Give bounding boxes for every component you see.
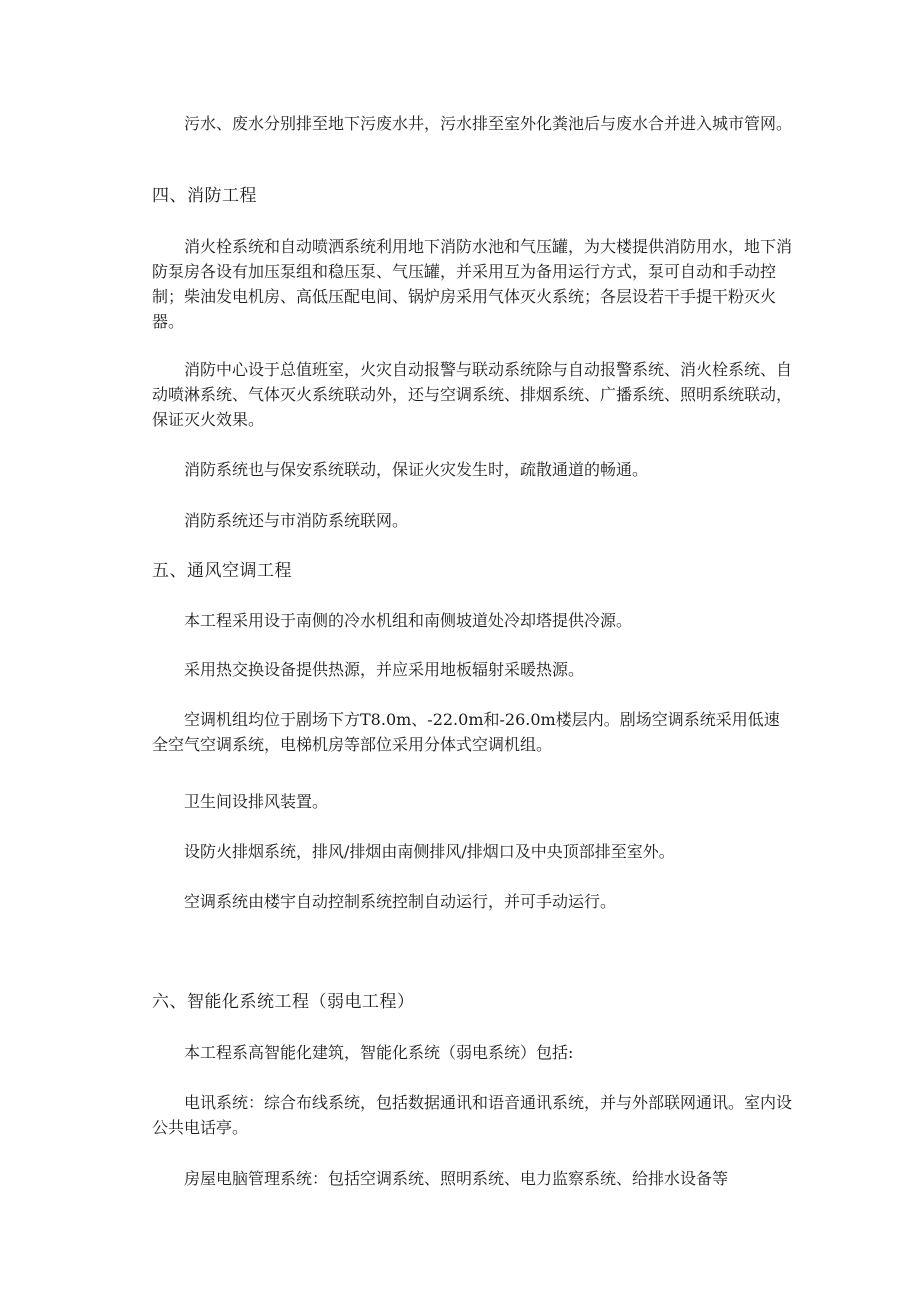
paragraph-hvac-control: 空调系统由楼宇自动控制系统控制自动运行，并可手动运行。	[184, 892, 617, 911]
section-heading-intelligent: 六、智能化系统工程（弱电工程）	[152, 992, 415, 1012]
paragraph-heating-source: 采用热交换设备提供热源，并应采用地板辐射采暖热源。	[184, 660, 585, 679]
paragraph-bms: 房屋电脑管理系统：包括空调系统、照明系统、电力监察系统、给排水设备等	[184, 1169, 729, 1188]
paragraph-toilet-exhaust: 卫生间设排风装置。	[184, 792, 329, 811]
paragraph-fire-hydrant: 消火栓系统和自动喷洒系统利用地下消防水池和气压罐，为大楼提供消防用水，地下消防泵房各设有加压泵组和稳压泵、气压罐，并采用互为备用运行方式，泵可自动和手动控制；柴油发电机房、高低压配电间、锅炉房采用气体灭火系统；各层设若干手提干粉灭火器。	[152, 237, 793, 331]
paragraph-fire-security: 消防系统也与保安系统联动，保证火灾发生时，疏散通道的畅通。	[184, 460, 649, 479]
paragraph-cooling-source: 本工程采用设于南侧的冷水机组和南侧坡道处冷却塔提供冷源。	[184, 611, 633, 630]
paragraph-fire-center: 消防中心设于总值班室，火灾自动报警与联动系统除与自动报警系统、消火栓系统、自动喷淋系统、气体灭火系统联动外，还与空调系统、排烟系统、广播系统、照明系统联动，保证灭火效果。	[152, 360, 793, 429]
paragraph-air-units: 空调机组均位于剧场下方T8.0m、-22.0m和-26.0m楼层内。剧场空调系统采用低速全空气空调系统，电梯机房等部位采用分体式空调机组。	[152, 710, 780, 754]
paragraph-smoke-exhaust: 设防火排烟系统，排风/排烟由南侧排风/排烟口及中央顶部排至室外。	[184, 842, 675, 861]
section-heading-fire: 四、消防工程	[152, 186, 257, 206]
paragraph-telecom: 电讯系统：综合布线系统，包括数据通讯和语音通讯系统，并与外部联网通讯。室内设公共电话亭。	[152, 1093, 793, 1137]
section-heading-hvac: 五、通风空调工程	[152, 561, 292, 581]
paragraph-sewage: 污水、废水分别排至地下污废水井，污水排至室外化粪池后与废水合并进入城市管网。	[184, 114, 793, 133]
paragraph-intelligent-intro: 本工程系高智能化建筑，智能化系统（弱电系统）包括:	[184, 1043, 574, 1062]
paragraph-fire-network: 消防系统还与市消防系统联网。	[184, 511, 409, 530]
